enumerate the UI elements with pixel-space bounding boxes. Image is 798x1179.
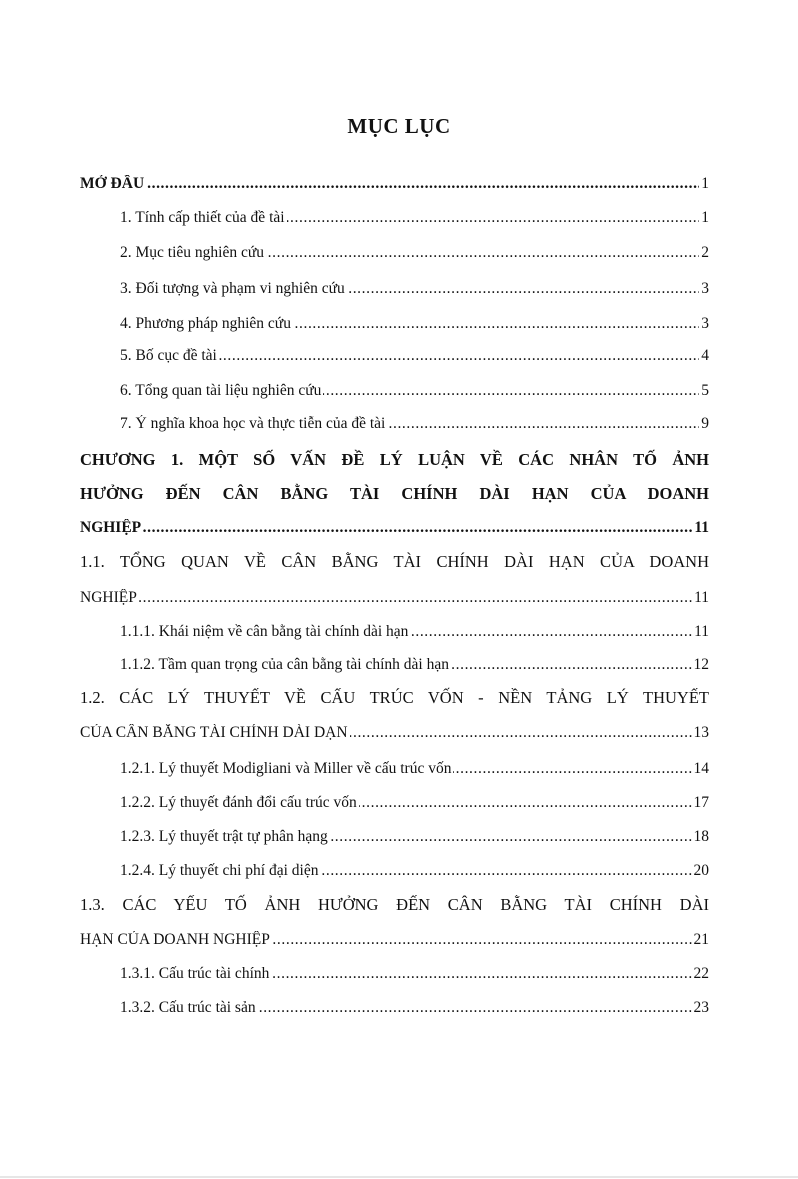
toc-entry[interactable] [0,244,798,262]
toc-entry-label: NGHIỆP [80,589,137,606]
toc-entry[interactable] [0,931,798,949]
toc-entry[interactable] [0,209,798,227]
toc-entry[interactable] [0,382,798,400]
toc-entry[interactable] [0,794,798,812]
toc-entry-page: 3 [701,315,709,332]
toc-entry-page: 22 [693,965,709,982]
toc-entry-page: 1 [701,209,709,226]
toc-entry-label: 7. Ý nghĩa khoa học và thực tiễn của đề tài [120,415,386,432]
toc-entry[interactable] [0,347,798,365]
toc-entry-page: 2 [701,244,709,261]
toc-entry-label: 1.2.2. Lý thuyết đánh đổi cấu trúc vốn [120,794,357,811]
toc-entry-label: MỞ ĐẦU [80,175,145,192]
toc-entry[interactable] [0,760,798,778]
toc-entry[interactable] [0,828,798,846]
toc-section-line[interactable]: 1.1. TỔNG QUAN VỀ CÂN BẰNG TÀI CHÍNH DÀI HẠN CỦA DOANH [80,552,709,571]
toc-entry[interactable] [0,623,798,641]
toc-entry-label: HẠN CỦA DOANH NGHIỆP [80,931,270,948]
toc-entry-page: 17 [693,794,709,811]
page-bottom-edge [0,1176,798,1178]
toc-section-line[interactable]: 1.2. CÁC LÝ THUYẾT VỀ CẤU TRÚC VỐN - NỀN TẢNG LÝ THUYẾT [80,688,709,707]
toc-entry-label: 1.2.3. Lý thuyết trật tự phân hạng [120,828,328,845]
toc-entry-label: 2. Mục tiêu nghiên cứu [120,244,264,261]
toc-entry-label: 1.3.1. Cấu trúc tài chính [120,965,270,982]
toc-entry-page: 12 [693,656,709,673]
toc-entry[interactable] [0,315,798,333]
toc-entry[interactable] [0,519,798,537]
toc-entry[interactable] [0,965,798,983]
toc-entry-label: 1.1.1. Khái niệm về cân bằng tài chính dài hạn [120,623,409,640]
toc-entry[interactable] [0,999,798,1017]
toc-entry-label: 5. Bố cục đề tài [120,347,217,364]
toc-entry[interactable] [0,280,798,298]
toc-entry-page: 23 [693,999,709,1016]
toc-entry-page: 4 [701,347,709,364]
toc-entry-label: NGHIỆP [80,519,142,536]
toc-entry-page: 21 [693,931,709,948]
toc-entry-page: 20 [693,862,709,879]
toc-entry-label: 1. Tính cấp thiết của đề tài [120,209,285,226]
toc-entry-label: 1.3.2. Cấu trúc tài sản [120,999,256,1016]
toc-entry[interactable] [0,724,798,742]
toc-entry-label: 1.2.1. Lý thuyết Modigliani và Miller về cấu trúc vốn [120,760,452,777]
toc-entry-label: 4. Phương pháp nghiên cứu [120,315,291,332]
toc-entry-page: 18 [693,828,709,845]
toc-entry-label: 1.1.2. Tầm quan trọng của cân bằng tài chính dài hạn [120,656,449,673]
toc-entry[interactable] [0,656,798,674]
toc-entry-label: 3. Đối tượng và phạm vi nghiên cứu [120,280,345,297]
toc-chapter-line[interactable]: HƯỞNG ĐẾN CÂN BẰNG TÀI CHÍNH DÀI HẠN CỦA DOANH [80,484,709,503]
page-title: MỤC LỤC [347,114,451,138]
toc-entry[interactable] [0,415,798,433]
toc-entry-page: 5 [701,382,709,399]
toc-entry-label: CỦA CÂN BẰNG TÀI CHÍNH DÀI DẠN [80,724,348,741]
toc-entry-page: 3 [701,280,709,297]
toc-entry[interactable] [0,175,798,193]
toc-entry[interactable] [0,589,798,607]
toc-entry-page: 13 [693,724,709,741]
toc-entry-label: 6. Tổng quan tài liệu nghiên cứu [120,382,322,399]
toc-entry-page: 11 [694,623,709,640]
toc-entry-page: 14 [693,760,709,777]
toc-entry-page: 9 [701,415,709,432]
toc-section-line[interactable]: 1.3. CÁC YẾU TỐ ẢNH HƯỞNG ĐẾN CÂN BẰNG TÀI CHÍNH DÀI [80,895,709,914]
toc-entry-page: 1 [701,175,709,192]
toc-entry-page: 11 [694,589,709,606]
toc-entry-label: 1.2.4. Lý thuyết chi phí đại diện [120,862,319,879]
toc-entry[interactable] [0,862,798,880]
toc-chapter-line[interactable]: CHƯƠNG 1. MỘT SỐ VẤN ĐỀ LÝ LUẬN VỀ CÁC NHÂN TỐ ẢNH [80,450,709,469]
toc-entry-page: 11 [694,519,709,536]
